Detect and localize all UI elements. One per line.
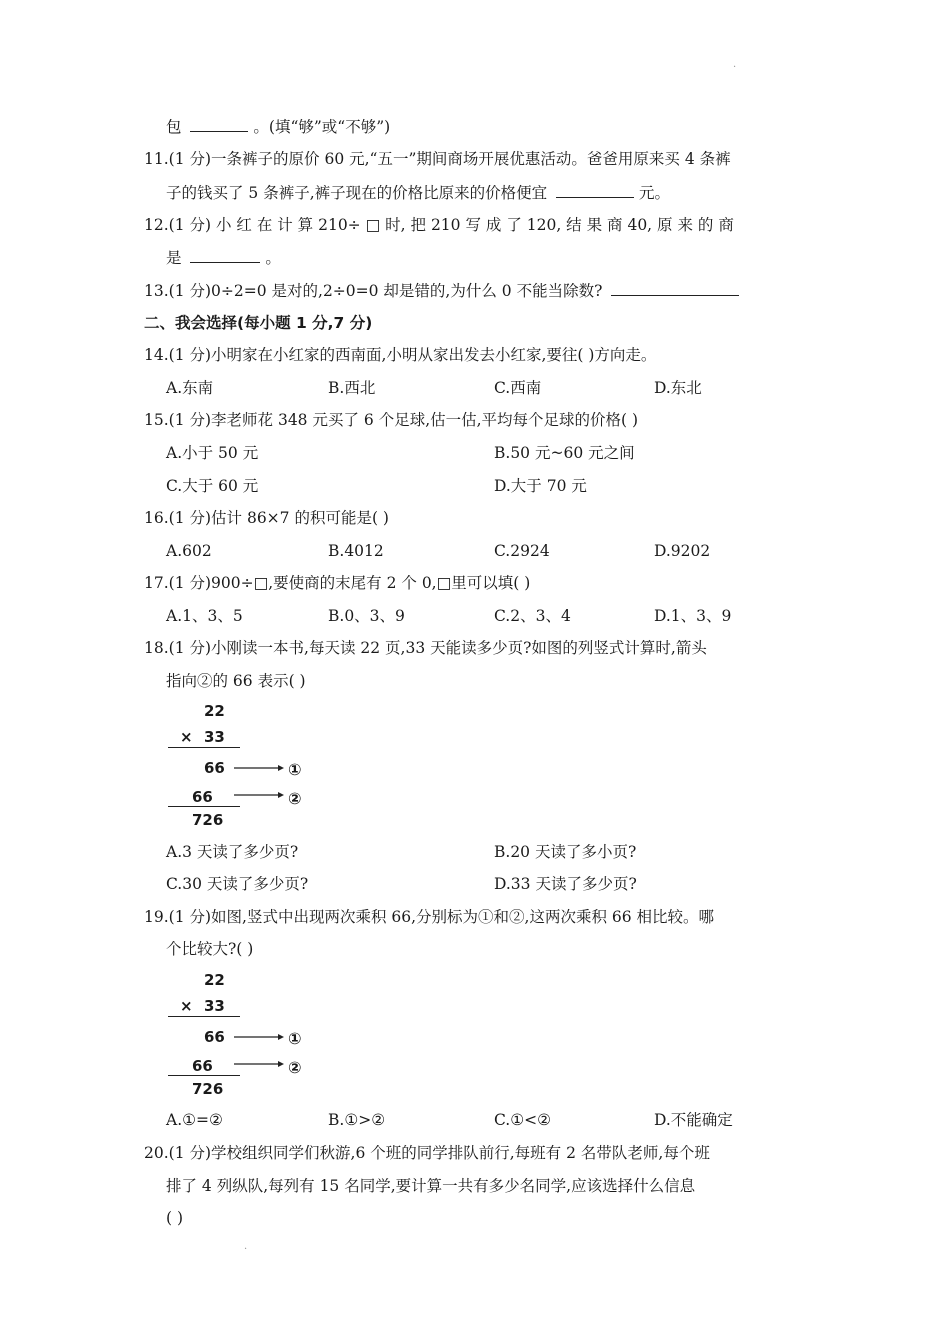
q11-answer-blank[interactable]: [556, 181, 634, 198]
q20-text-line2: 排了 4 列纵队,每列有 15 名同学,要计算一共有多少名同学,应该选择什么信息: [166, 1177, 696, 1195]
q16-option-d[interactable]: D.9202: [654, 542, 711, 560]
circled-one-label: ①: [288, 760, 302, 779]
q19-option-d[interactable]: D.不能确定: [654, 1111, 733, 1129]
multiplier: 33: [204, 728, 225, 746]
arrow-icon: [234, 767, 284, 777]
circled-one-label: ①: [288, 1029, 302, 1048]
q16-option-b[interactable]: B.4012: [328, 542, 384, 560]
q18-option-c[interactable]: C.30 天读了多少页?: [166, 875, 309, 893]
q20-text-line3: ( ): [166, 1209, 184, 1227]
multiplication-sign: ×: [180, 728, 193, 746]
q16-option-c[interactable]: C.2924: [494, 542, 550, 560]
rule-line-2: [168, 1075, 240, 1076]
partial-product-1: 66: [204, 759, 225, 777]
section-2-heading: 二、我会选择(每小题 1 分,7 分): [144, 314, 373, 332]
rule-line-2: [168, 806, 240, 807]
multiplier: 33: [204, 997, 225, 1015]
circled-two-label: ②: [288, 789, 302, 808]
q11-line2-prefix: 子的钱买了 5 条裤子,裤子现在的价格比原来的价格便宜: [166, 184, 548, 202]
q17-option-a[interactable]: A.1、3、5: [166, 607, 243, 625]
arrow-icon: [234, 1063, 284, 1073]
partial-product-2: 66: [192, 788, 213, 806]
q16-text: 16.(1 分)估计 86×7 的积可能是( ): [144, 509, 389, 527]
q12-line2-prefix: 是: [166, 249, 182, 267]
q15-option-a[interactable]: A.小于 50 元: [166, 444, 259, 462]
q15-option-c[interactable]: C.大于 60 元: [166, 477, 259, 495]
partial-product-2: 66: [192, 1057, 213, 1075]
arrow-icon: [234, 794, 284, 804]
q11-text-line1: 11.(1 分)一条裤子的原价 60 元,“五一”期间商场开展优惠活动。爸爸用原来买 4 条裤: [144, 150, 731, 168]
q17-option-d[interactable]: D.1、3、9: [654, 607, 732, 625]
product-result: 726: [192, 1080, 224, 1098]
q11-text-line2: [166, 181, 670, 204]
q18-option-a[interactable]: A.3 天读了多少页?: [166, 843, 299, 861]
q19-option-a[interactable]: A.①=②: [166, 1111, 223, 1129]
q10-continuation: [166, 115, 390, 138]
q17-text: 17.(1 分)900÷□,要使商的末尾有 2 个 0,□里可以填( ): [144, 574, 531, 592]
q15-option-d[interactable]: D.大于 70 元: [494, 477, 587, 495]
page-mark-bottom: ·: [244, 1244, 248, 1255]
q16-option-a[interactable]: A.602: [166, 542, 212, 560]
circled-two-label: ②: [288, 1058, 302, 1077]
q14-option-c[interactable]: C.西南: [494, 379, 542, 397]
q18-multiplication-figure: [168, 700, 328, 835]
product-result: 726: [192, 811, 224, 829]
q19-option-b[interactable]: B.①>②: [328, 1111, 386, 1129]
q18-text-line1: 18.(1 分)小刚读一本书,每天读 22 页,33 天能读多少页?如图的列竖式计算时,箭头: [144, 639, 707, 657]
q19-text-line1: 19.(1 分)如图,竖式中出现两次乘积 66,分别标为①和②,这两次乘积 66 相比较。哪: [144, 908, 715, 926]
q13-question: 13.(1 分)0÷2=0 是对的,2÷0=0 却是错的,为什么 0 不能当除数?: [144, 282, 603, 300]
q19-text-line2: 个比较大?( ): [166, 940, 254, 958]
q18-option-d[interactable]: D.33 天读了多少页?: [494, 875, 637, 893]
multiplicand: 22: [204, 702, 225, 720]
q17-option-c[interactable]: C.2、3、4: [494, 607, 571, 625]
partial-product-1: 66: [204, 1028, 225, 1046]
q18-option-b[interactable]: B.20 天读了多小页?: [494, 843, 637, 861]
q15-option-b[interactable]: B.50 元~60 元之间: [494, 444, 635, 462]
q10-answer-blank[interactable]: [190, 115, 248, 132]
q14-text: 14.(1 分)小明家在小红家的西南面,小明从家出发去小红家,要往( )方向走。: [144, 346, 657, 364]
q12-answer-blank[interactable]: [190, 246, 260, 263]
q17-option-b[interactable]: B.0、3、9: [328, 607, 405, 625]
multiplicand: 22: [204, 971, 225, 989]
q10-prefix: 包: [166, 118, 182, 136]
q10-suffix: 。(填“够”或“不够”): [253, 118, 391, 136]
q12-line2-suffix: 。: [265, 249, 281, 267]
arrow-icon: [234, 1036, 284, 1046]
q14-option-d[interactable]: D.东北: [654, 379, 702, 397]
q11-line2-suffix: 元。: [639, 184, 671, 202]
q14-option-a[interactable]: A.东南: [166, 379, 214, 397]
q13-answer-blank[interactable]: [611, 279, 739, 296]
q20-text-line1: 20.(1 分)学校组织同学们秋游,6 个班的同学排队前行,每班有 2 名带队老师,每个班: [144, 1144, 710, 1162]
page-mark-top: ·: [733, 62, 737, 73]
rule-line-1: [168, 1016, 240, 1017]
multiplication-sign: ×: [180, 997, 193, 1015]
q12-text-line2: [166, 246, 281, 269]
rule-line-1: [168, 747, 240, 748]
q19-option-c[interactable]: C.①<②: [494, 1111, 552, 1129]
q12-text-line1: 12.(1 分) 小 红 在 计 算 210÷ □ 时, 把 210 写 成 了 120, 结 果 商 40, 原 来 的 商: [144, 216, 734, 234]
q13-text: [144, 279, 739, 302]
q15-text: 15.(1 分)李老师花 348 元买了 6 个足球,估一估,平均每个足球的价格( ): [144, 411, 639, 429]
q14-option-b[interactable]: B.西北: [328, 379, 376, 397]
q19-multiplication-figure: [168, 969, 328, 1104]
q18-text-line2: 指向②的 66 表示( ): [166, 672, 306, 690]
